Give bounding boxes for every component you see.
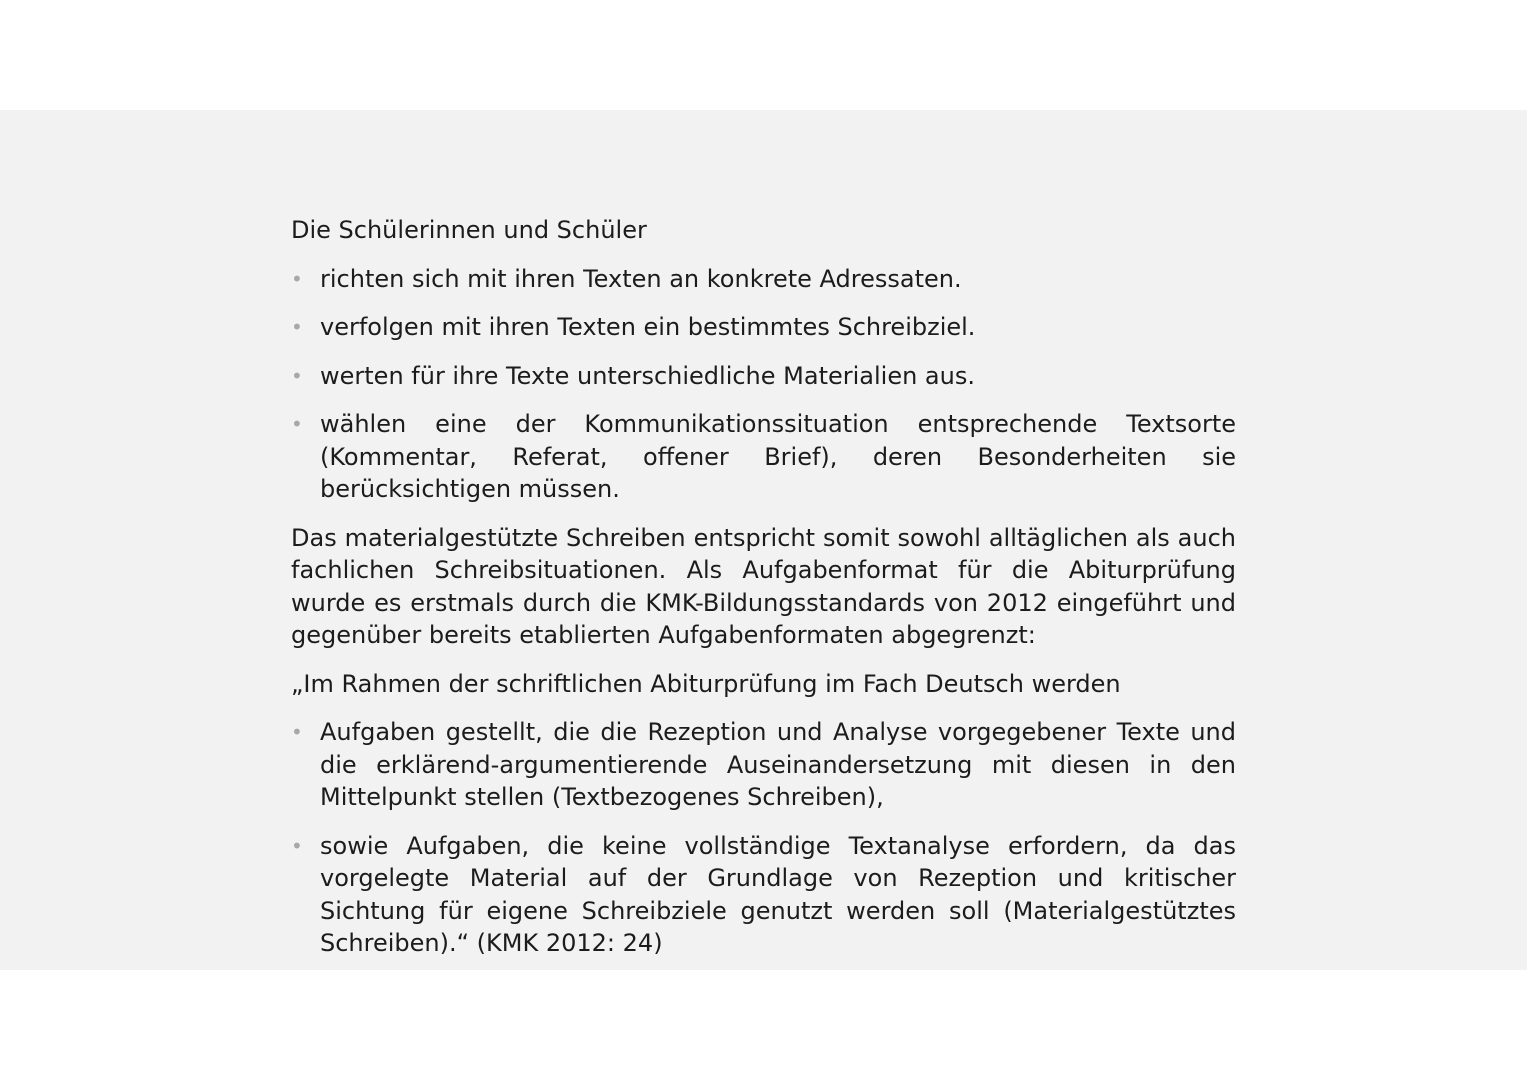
bullet-icon: • [291, 720, 303, 744]
list-item [291, 716, 1236, 814]
bullet-icon: • [291, 363, 303, 388]
list-item [291, 360, 1236, 393]
exam-tasks-list [291, 716, 1236, 960]
body-paragraph: Das materialgestützte Schreiben entspricht somit sowohl alltäglichen als auch fachlichen Schreibsituationen. Als Aufgabenformat für die Abiturprüfung wurde es erstmals durch die KMK-Bildungsstandards von 2012 eingeführt und gegenüber bereits etablierten Aufgabenformaten abgegrenzt: [291, 523, 1236, 649]
list-item-text: wählen eine der Kommunikationssituation entsprechende Textsorte (Kommentar, Referat, offener Brief), deren Besonderheiten sie berücksichtigen müssen. [320, 410, 1236, 503]
list-item [291, 408, 1236, 506]
list-item [291, 263, 1236, 296]
list-item-text: Aufgaben gestellt, die die Rezeption und Analyse vorgegebener Texte und die erklärend-argumentierende Auseinandersetzung mit diesen in den Mittelpunkt stellen (Textbezogenes Schreiben), [320, 718, 1236, 811]
list-item [291, 311, 1236, 344]
slide-content [291, 214, 1236, 976]
bullet-icon: • [291, 412, 303, 436]
list-item-text: sowie Aufgaben, die keine vollständige Textanalyse erfordern, da das vorgelegte Material auf der Grundlage von Rezeption und kritischer Sichtung für eigene Schreibziele genutzt werden soll (Materialgestütztes Schreiben).“ (KMK 2012: 24) [320, 831, 1236, 957]
list-item [291, 830, 1236, 960]
intro-text: Die Schülerinnen und Schüler [291, 216, 647, 244]
slide [0, 110, 1527, 970]
list-item-text: verfolgen mit ihren Texten ein bestimmtes Schreibziel. [320, 313, 976, 341]
bullet-icon: • [291, 833, 303, 858]
list-item-text: werten für ihre Texte unterschiedliche Materialien aus. [320, 361, 975, 390]
bullet-icon: • [291, 266, 303, 291]
quote-intro: „Im Rahmen der schriftlichen Abiturprüfung im Fach Deutsch werden [291, 669, 1121, 698]
bullet-icon: • [291, 315, 303, 339]
list-item-text: richten sich mit ihren Texten an konkrete Adressaten. [320, 264, 962, 293]
student-abilities-list [291, 263, 1236, 506]
